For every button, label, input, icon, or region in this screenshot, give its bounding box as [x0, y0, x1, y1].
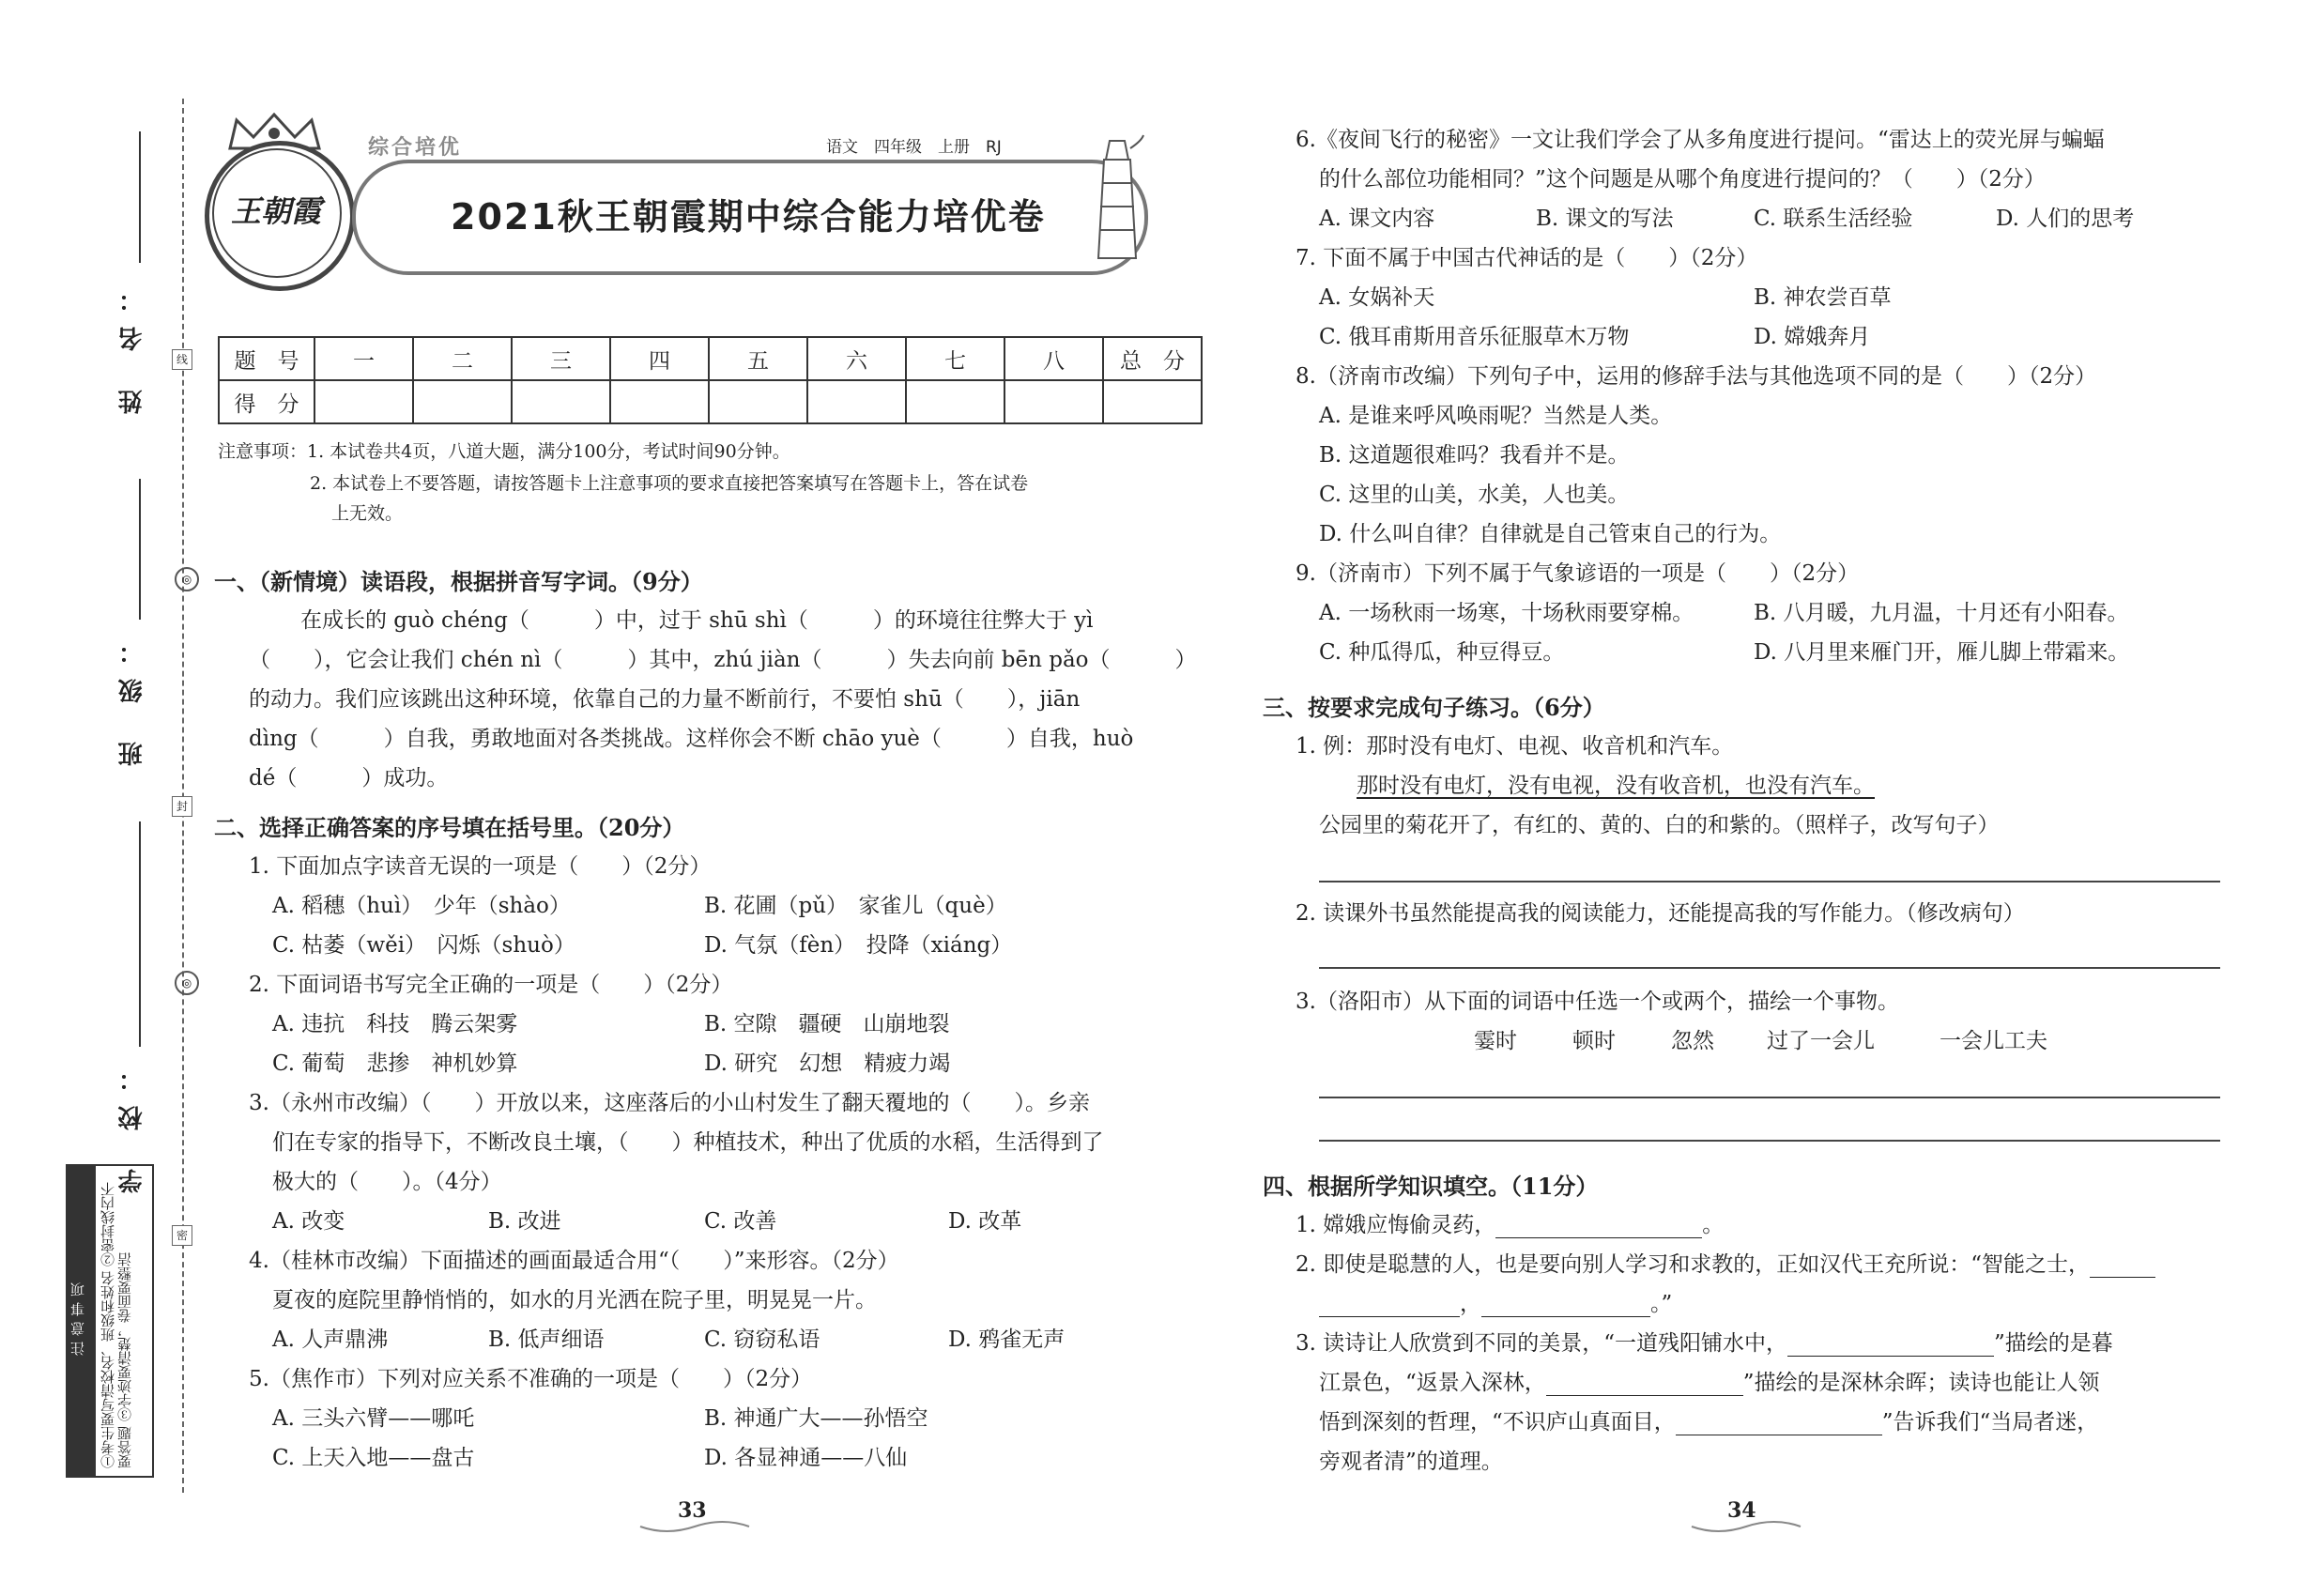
score-input[interactable] — [807, 380, 906, 423]
q8-option-a: A. 是谁来呼风唤雨呢？当然是人类。 — [1319, 404, 1673, 428]
word-choice: 一会儿工夫 — [1940, 1029, 2047, 1053]
q6-option-d: D. 人们的思考 — [1996, 207, 2135, 231]
q6-option-b: B. 课文的写法 — [1536, 207, 1674, 231]
q7-option-d: D. 嫦娥奔月 — [1754, 325, 1871, 349]
tick-feng: 封 — [172, 796, 192, 817]
s2-q3-line-2: 们在专家的指导下，不断改良土壤，（ ）种植技术，种出了优质的水稻，生活得到了 — [272, 1130, 1104, 1155]
s3-q1: 1. 例：那时没有电灯、电视、收音机和汽车。 — [1296, 734, 1734, 759]
s4-q3-line-1 — [1296, 1326, 2113, 1357]
q9-option-a: A. 一场秋雨一场寒，十场秋雨要穿棉。 — [1319, 601, 1694, 625]
s4-q3-line-4: 旁观者清”的道理。 — [1319, 1450, 1503, 1474]
word-choice: 过了一会儿 — [1767, 1029, 1875, 1053]
s3-q2: 2. 读课外书虽然能提高我的阅读能力，还能提高我的写作能力。（修改病句） — [1296, 901, 2025, 926]
q6-line-1: 6.《夜间飞行的秘密》一文让我们学会了从多角度进行提问。“雷达上的荧光屏与蝙蝠 — [1296, 128, 2105, 152]
s2-q1: 1. 下面加点字读音无误的一项是（ ）（2分） — [249, 854, 712, 879]
fill-blank[interactable] — [1319, 1296, 1460, 1317]
word-choice: 顿时 — [1572, 1029, 1616, 1053]
s2-q2-option-c: C. 葡萄 悲掺 神机妙算 — [272, 1051, 518, 1076]
word-choice: 霎时 — [1474, 1029, 1517, 1053]
tick-mi: 密 — [172, 1225, 192, 1246]
note-line-2: 2. 本试卷上不要答题，请按答题卡上注意事项的要求直接把答案填写在答题卡上，答在试卷 — [310, 473, 1029, 494]
s4-q3-text-e: 悟到深刻的哲理，“不识庐山真面目， — [1319, 1410, 1676, 1435]
s4-q2 — [1296, 1247, 2155, 1278]
section-3-heading: 三、按要求完成句子练习。（6分） — [1263, 694, 1605, 721]
tick-xian: 线 — [172, 349, 192, 370]
s2-q2-option-b: B. 空隙 疆硬 山崩地裂 — [704, 1012, 950, 1036]
page-number-left: 33 — [678, 1498, 707, 1523]
note-line-3: 上无效。 — [331, 503, 404, 524]
grade-tag: 语文 四年级 上册 RJ — [826, 138, 1002, 157]
s4-q1 — [1296, 1207, 1724, 1238]
s4-q3-text-c: 江景色，“返景入深林， — [1319, 1371, 1546, 1395]
word-choice: 忽然 — [1671, 1029, 1714, 1053]
lighthouse-icon — [1089, 131, 1145, 263]
score-table — [218, 336, 1203, 424]
q7-option-b: B. 神农尝百草 — [1754, 285, 1892, 310]
s2-q5-option-c: C. 上天入地——盘古 — [272, 1446, 475, 1470]
answer-line[interactable] — [1319, 881, 2220, 882]
score-value-row — [219, 380, 1202, 423]
s2-q2-option-d: D. 研究 幻想 精疲力竭 — [704, 1051, 951, 1076]
score-input[interactable] — [1103, 380, 1202, 423]
score-cell: 七 — [906, 337, 1004, 380]
s2-q4-line-1: 4.（桂林市改编）下面描述的画面最适合用“（ ）”来形容。（2分） — [249, 1249, 899, 1273]
s2-q4-option-b: B. 低声细语 — [488, 1327, 605, 1352]
s4-q2-end: 。” — [1650, 1292, 1673, 1316]
s1-line-2: （ ），它会让我们 chén nì（ ）其中，zhú jiàn（ ）失去向前 bēn pǎo（ ） — [249, 648, 1197, 672]
score-input[interactable] — [314, 380, 413, 423]
s2-q5-option-a: A. 三头六臂——哪吒 — [272, 1406, 475, 1431]
s2-q2-option-a: A. 违抗 科技 腾云架雾 — [272, 1012, 518, 1036]
binding-notice-box — [66, 1164, 154, 1478]
fill-blank[interactable] — [1676, 1414, 1882, 1435]
s2-q4-line-2: 夏夜的庭院里静悄悄的，如水的月光洒在院子里，明晃晃一片。 — [272, 1288, 877, 1312]
s2-q3-option-c: C. 改善 — [704, 1209, 777, 1234]
school-label: 学 校： — [118, 1051, 146, 1194]
score-header-row — [219, 337, 1202, 380]
s2-q4-option-d: D. 鸦雀无声 — [948, 1327, 1066, 1352]
section-marker-icon: ◎ — [175, 567, 199, 591]
s3-q1-task: 公园里的菊花开了，有红的、黄的、白的和紫的。（照样子，改写句子） — [1319, 813, 2000, 837]
name-write-line — [139, 131, 141, 263]
q9: 9.（济南市）下列不属于气象谚语的一项是（ ）（2分） — [1296, 561, 1860, 586]
score-cell: 总 分 — [1103, 337, 1202, 380]
score-cell: 六 — [807, 337, 906, 380]
answer-line[interactable] — [1319, 1140, 2220, 1142]
s4-q3-line-3 — [1319, 1404, 2098, 1435]
score-input[interactable] — [413, 380, 512, 423]
s2-q1-option-c: C. 枯萎（wěi） 闪烁（shuò） — [272, 933, 575, 958]
category-tag: 综合培优 — [368, 136, 463, 160]
s3-q3: 3.（洛阳市）从下面的词语中任选一个或两个，描绘一个事物。 — [1296, 990, 1899, 1014]
s2-q1-option-a: A. 稻穗（huì） 少年（shào） — [272, 894, 571, 918]
score-input[interactable] — [512, 380, 610, 423]
fill-blank[interactable] — [1481, 1296, 1650, 1317]
s4-q3-text-a: 3. 读诗让人欣赏到不同的美景，“一道残阳铺水中， — [1296, 1331, 1788, 1356]
score-input[interactable] — [610, 380, 709, 423]
fill-blank[interactable] — [2090, 1256, 2155, 1278]
class-write-line — [139, 479, 141, 620]
s4-q2-text: 2. 即使是聪慧的人，也是要向别人学习和求教的，正如汉代王充所说：“智能之士， — [1296, 1252, 2091, 1277]
s1-line-5: dé（ ）成功。 — [249, 766, 449, 790]
q7: 7. 下面不属于中国古代神话的是（ ）（2分） — [1296, 246, 1758, 270]
q6-option-a: A. 课文内容 — [1319, 207, 1435, 231]
score-cell: 二 — [413, 337, 512, 380]
s4-q3-text-b: ”描绘的是暮 — [1994, 1331, 2113, 1356]
q7-option-c: C. 俄耳甫斯用音乐征服草木万物 — [1319, 325, 1630, 349]
s4-q2-comma: ， — [1460, 1292, 1481, 1316]
section-marker-icon: ◎ — [175, 971, 199, 995]
section-2-heading: 二、选择正确答案的序号填在括号里。（20分） — [214, 814, 685, 841]
s4-q2-cont — [1319, 1286, 1672, 1317]
page-ornament-icon — [1690, 1519, 1802, 1538]
s4-q3-text-f: ”告诉我们“当局者迷， — [1881, 1410, 2099, 1435]
s2-q5-option-b: B. 神通广大——孙悟空 — [704, 1406, 928, 1431]
q7-option-a: A. 女娲补天 — [1319, 285, 1435, 310]
q8-option-d: D. 什么叫自律？自律就是自己管束自己的行为。 — [1319, 522, 1782, 546]
s2-q1-option-b: B. 花圃（pǔ） 家雀儿（què） — [704, 894, 1007, 918]
s2-q3-option-b: B. 改进 — [488, 1209, 561, 1234]
note-line-1: 注意事项：1. 本试卷共4页，八道大题，满分100分，考试时间90分钟。 — [218, 441, 790, 462]
page-number-right: 34 — [1727, 1498, 1756, 1523]
q9-option-d: D. 八月里来雁门开，雁儿脚上带霜来。 — [1754, 640, 2130, 665]
fill-blank[interactable] — [1787, 1335, 1994, 1357]
fill-blank[interactable] — [1495, 1217, 1702, 1238]
s2-q1-option-d: D. 气氛（fèn） 投降（xiáng） — [704, 933, 1013, 958]
s4-q1-text: 1. 嫦娥应悔偷灵药， — [1296, 1213, 1496, 1237]
s4-q3-line-2 — [1319, 1365, 2100, 1396]
score-cell: 四 — [610, 337, 709, 380]
fill-blank[interactable] — [1546, 1374, 1743, 1396]
s2-q5-option-d: D. 各显神通——八仙 — [704, 1446, 908, 1470]
score-cell: 五 — [709, 337, 807, 380]
score-cell: 八 — [1004, 337, 1103, 380]
score-input[interactable] — [709, 380, 807, 423]
answer-line[interactable] — [1319, 1097, 2220, 1098]
s2-q3-line-3: 极大的（ ）。（4分） — [272, 1170, 502, 1194]
q8: 8.（济南市改编）下列句子中，运用的修辞手法与其他选项不同的是（ ）（2分） — [1296, 364, 2097, 389]
s2-q3-option-d: D. 改革 — [948, 1209, 1022, 1234]
s2-q3-option-a: A. 改变 — [272, 1209, 345, 1234]
binding-notice-title: 注意事项 — [68, 1166, 96, 1476]
score-input[interactable] — [906, 380, 1004, 423]
score-input[interactable] — [1004, 380, 1103, 423]
s4-q3-text-d: ”描绘的是深林余晖；读诗也能让人领 — [1742, 1371, 2100, 1395]
class-label: 班 级： — [118, 624, 146, 767]
q6-option-c: C. 联系生活经验 — [1754, 207, 1913, 231]
section-4-heading: 四、根据所学知识填空。（11分） — [1263, 1173, 1599, 1200]
s3-q1-example: 那时没有电灯，没有电视，没有收音机，也没有汽车。 — [1357, 774, 1875, 798]
page-ornament-icon — [638, 1519, 751, 1538]
s2-q3-line-1: 3.（永州市改编）（ ）开放以来，这座落后的小山村发生了翻天覆地的（ ）。乡亲 — [249, 1091, 1090, 1115]
school-write-line — [139, 821, 141, 1047]
s2-q4-option-c: C. 窃窃私语 — [704, 1327, 820, 1352]
q9-option-c: C. 种瓜得瓜，种豆得豆。 — [1319, 640, 1565, 665]
score-cell: 三 — [512, 337, 610, 380]
s4-q1-end: 。 — [1702, 1213, 1725, 1237]
answer-line[interactable] — [1319, 967, 2220, 969]
name-label: 姓 名： — [118, 272, 146, 415]
s2-q2: 2. 下面词语书写完全正确的一项是（ ）（2分） — [249, 973, 733, 997]
q6-line-2: 的什么部位功能相同？”这个问题是从哪个角度进行提问的？（ ）（2分） — [1319, 167, 2046, 192]
q8-option-c: C. 这里的山美，水美，人也美。 — [1319, 483, 1630, 507]
page-title: 2021秋王朝霞期中综合能力培优卷 — [451, 196, 1046, 238]
q9-option-b: B. 八月暖，九月温，十月还有小阳春。 — [1754, 601, 2129, 625]
brand-logo-text: 王朝霞 — [230, 193, 321, 229]
s2-q5: 5.（焦作市）下列对应关系不准确的一项是（ ）（2分） — [249, 1367, 813, 1391]
s2-q4-option-a: A. 人声鼎沸 — [272, 1327, 389, 1352]
s1-line-1: 在成长的 guò chéng（ ）中，过于 shū shì（ ）的环境往往弊大于 yì — [300, 608, 1094, 633]
binding-notice-text: ①考生要写清校名、班级和姓名 ②密封线内不要答题 ③字迹要清楚，卷面要整洁 — [100, 1182, 133, 1468]
score-cell: 一 — [314, 337, 413, 380]
score-cell: 得 分 — [219, 380, 314, 423]
section-1-heading: 一、（新情境）读语段，根据拼音写字词。（9分） — [214, 568, 703, 595]
score-cell: 题 号 — [219, 337, 314, 380]
q8-option-b: B. 这道题很难吗？我看并不是。 — [1319, 443, 1630, 468]
s1-line-4: dìng（ ）自我，勇敢地面对各类挑战。这样你会不断 chāo yuè（ ）自我，huò — [249, 727, 1134, 751]
s1-line-3: 的动力。我们应该跳出这种环境，依靠自己的力量不断前行，不要怕 shū（ ），jiān — [249, 687, 1081, 712]
